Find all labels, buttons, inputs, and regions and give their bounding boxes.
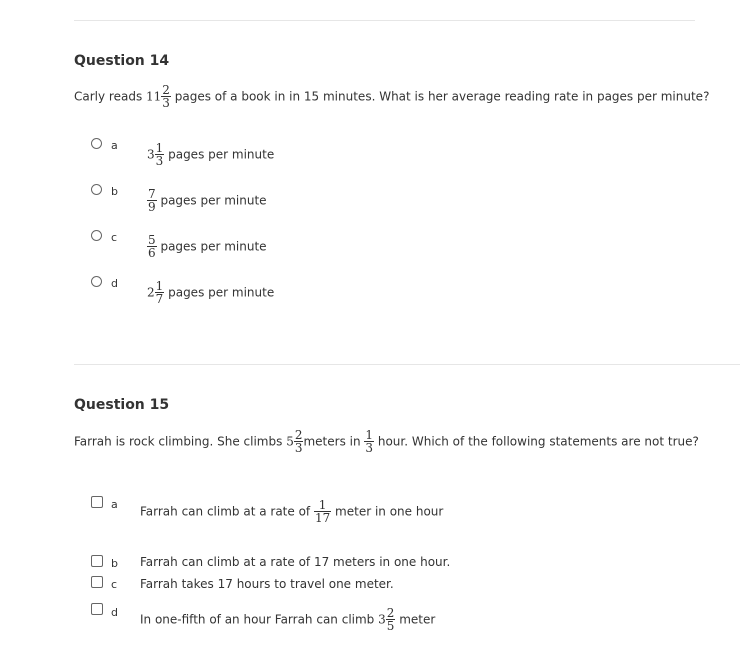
option-c-radio[interactable] xyxy=(91,230,102,241)
stem-fraction: $\frac{1}{3}$ xyxy=(365,428,374,455)
stem-whole: 11 xyxy=(146,89,162,104)
option-d-answer[interactable]: In one-fifth of an hour Farrah can climb 3 $\frac{2}{5}$ meter xyxy=(140,606,436,633)
middle-divider xyxy=(74,364,740,365)
option-b-letter: b xyxy=(111,185,118,198)
option-d-letter: d xyxy=(111,277,118,290)
option-b-answer[interactable]: Farrah can climb at a rate of 17 meters in one hour. xyxy=(140,555,451,569)
stem-text: pages of a book in in 15 minutes. What is her average reading rate in pages per minute? xyxy=(170,89,710,104)
question-14-stem xyxy=(74,84,709,109)
question-14-title: Question 14 xyxy=(74,53,170,69)
option-b-answer[interactable]: $\frac{7}{9}$ pages per minute xyxy=(148,187,267,214)
option-b-radio[interactable] xyxy=(91,184,102,195)
option-b-checkbox[interactable] xyxy=(91,555,103,567)
stem-text: Farrah is rock climbing. She climbs xyxy=(74,434,287,449)
option-c-answer[interactable]: Farrah takes 17 hours to travel one meter. xyxy=(140,577,394,591)
option-a-radio[interactable] xyxy=(91,138,102,149)
option-d-radio[interactable] xyxy=(91,276,102,287)
question-15-stem: Farrah is rock climbing. She climbs 5 $\frac{2}{3}$ meters in $\frac{1}{3}$ hour. Which of the following statements are not true? xyxy=(74,428,699,455)
option-a-letter: a xyxy=(111,139,118,152)
option-c-answer[interactable]: $\frac{5}{6}$ pages per minute xyxy=(148,233,267,260)
stem-fraction: $\frac{2}{3}$ xyxy=(162,83,170,110)
option-d-answer[interactable]: 2 $\frac{1}{7}$ pages per minute xyxy=(147,279,275,306)
stem-fraction: $\frac{2}{3}$ xyxy=(294,428,303,455)
option-c-letter: c xyxy=(111,231,118,244)
top-divider xyxy=(74,20,695,21)
option-c-letter: c xyxy=(111,578,118,591)
stem-text: Carly reads xyxy=(74,89,147,104)
option-d-letter: d xyxy=(111,606,118,619)
option-c-checkbox[interactable] xyxy=(91,576,103,588)
question-15-title: Question 15 xyxy=(74,397,170,413)
option-d-checkbox[interactable] xyxy=(91,603,103,615)
option-a-answer[interactable]: Farrah can climb at a rate of $\frac{1}{17}$ meter in one hour xyxy=(140,498,444,525)
option-a-checkbox[interactable] xyxy=(91,496,103,508)
option-b-letter: b xyxy=(111,557,118,570)
option-a-letter: a xyxy=(111,498,118,511)
option-a-answer[interactable]: 3 $\frac{1}{3}$ pages per minute xyxy=(147,141,275,168)
